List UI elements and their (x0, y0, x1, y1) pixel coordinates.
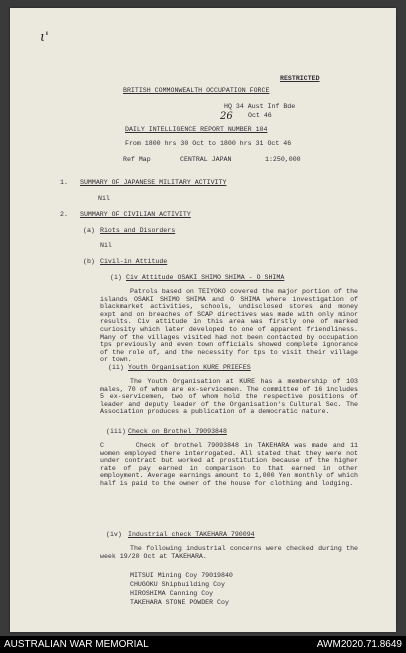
organisation-heading: BRITISH COMMONWEALTH OCCUPATION FORCE (123, 87, 270, 94)
section-1-number: 1. (60, 179, 68, 186)
archive-footer (0, 636, 406, 653)
section-2-title: SUMMARY OF CIVILIAN ACTIVITY (80, 211, 191, 218)
item-ii-paragraph: The Youth Organisation at KURE has a membership of 103 males, 70 of whom are ex-servicemen. The committee of 16 includes 5 ex-servicemen, two of whom hold the respective positions of leader and deputy leader of the Organisation's Cultural Sec. The Association produces a publication of a democratic nature. (100, 378, 358, 416)
ref-map-value: CENTRAL JAPAN (180, 156, 232, 163)
report-period: From 1800 hrs 30 Oct to 1800 hrs 31 Oct 46 (125, 140, 292, 147)
item-iv-title: Industrial check TAKEHARA 790094 (128, 531, 255, 538)
report-title: DAILY INTELLIGENCE REPORT NUMBER 104 (125, 126, 268, 133)
section-2-number: 2. (60, 211, 68, 218)
date-line: Oct 46 (248, 112, 272, 119)
subsection-a-title: Riots and Disorders (100, 227, 176, 234)
item-iii-label: (iii) (106, 428, 126, 435)
footer-institution: AUSTRALIAN WAR MEMORIAL (4, 639, 149, 650)
company-1: MITSUI Mining Coy 79019840 (130, 572, 233, 579)
item-i-paragraph: Patrols based on TEIYOKO covered the major portion of the islands OSAKI SHIMO SHIMA and O SHIMA where investigation of blackmarket activities, schools, undisclosed stores and money expt and on breaches of SCAP directives was made with only minor results. Civ attitude in this area was firstly one of marked curiosity which later developed to one of apparent friendliness. Many of the villages visited had not been contacted by occupation tps previously and even town officials showed complete ignorance of the role of, and the necessity for tps to visit their village or town. (100, 288, 358, 364)
item-iv-paragraph: The following industrial concerns were checked during the week 19/20 Oct at TAKEHARA. (100, 545, 358, 560)
item-i-label: (i) (110, 274, 122, 281)
document-page (10, 8, 396, 632)
classification: RESTRICTED (280, 75, 320, 82)
subsection-b-title: Civil-in Attitude (100, 258, 168, 265)
subsection-b-label: (b) (83, 258, 95, 265)
item-iii-paragraph: C Check of brothel 79093848 in TAKEHARA was made and 11 women employed there interrogated. All stated that they were not under contract but worked at prostitution because of the higher rate of pay earned in comparison to that earned in other employment. Average earnings amount to 1,000 Yen monthly of which half is paid to the owner of the house for clothing and lodging. (100, 442, 362, 487)
ref-map-label: Ref Map (123, 156, 151, 163)
company-4: TAKEHARA STONE POWDER Coy (130, 599, 229, 606)
handwritten-number: 26 (220, 111, 233, 122)
item-ii-label: (ii) (108, 364, 124, 371)
item-i-title: Civ Attitude OSAKI SHIMO SHIMA - O SHIMA (126, 274, 285, 281)
item-iii-title: Check on Brothel 79093848 (128, 428, 227, 435)
ref-map-scale: 1:250,000 (265, 156, 301, 163)
handwritten-mark: ι' (40, 30, 49, 45)
section-1-title: SUMMARY OF JAPANESE MILITARY ACTIVITY (80, 179, 227, 186)
item-iv-label: (iv) (106, 531, 122, 538)
subsection-a-body: Nil (100, 242, 112, 249)
item-ii-title: Youth Organisation KURE PRIEFES (128, 364, 251, 371)
footer-reference: AWM2020.71.8649 (316, 639, 402, 650)
section-1-body: Nil (98, 195, 110, 202)
hq-line: HQ 34 Aust Inf Bde (224, 103, 296, 110)
company-3: HIROSHIMA Canning Coy (130, 590, 214, 597)
company-2: CHUGOKU Shipbuilding Coy (130, 581, 225, 588)
subsection-a-label: (a) (83, 227, 95, 234)
